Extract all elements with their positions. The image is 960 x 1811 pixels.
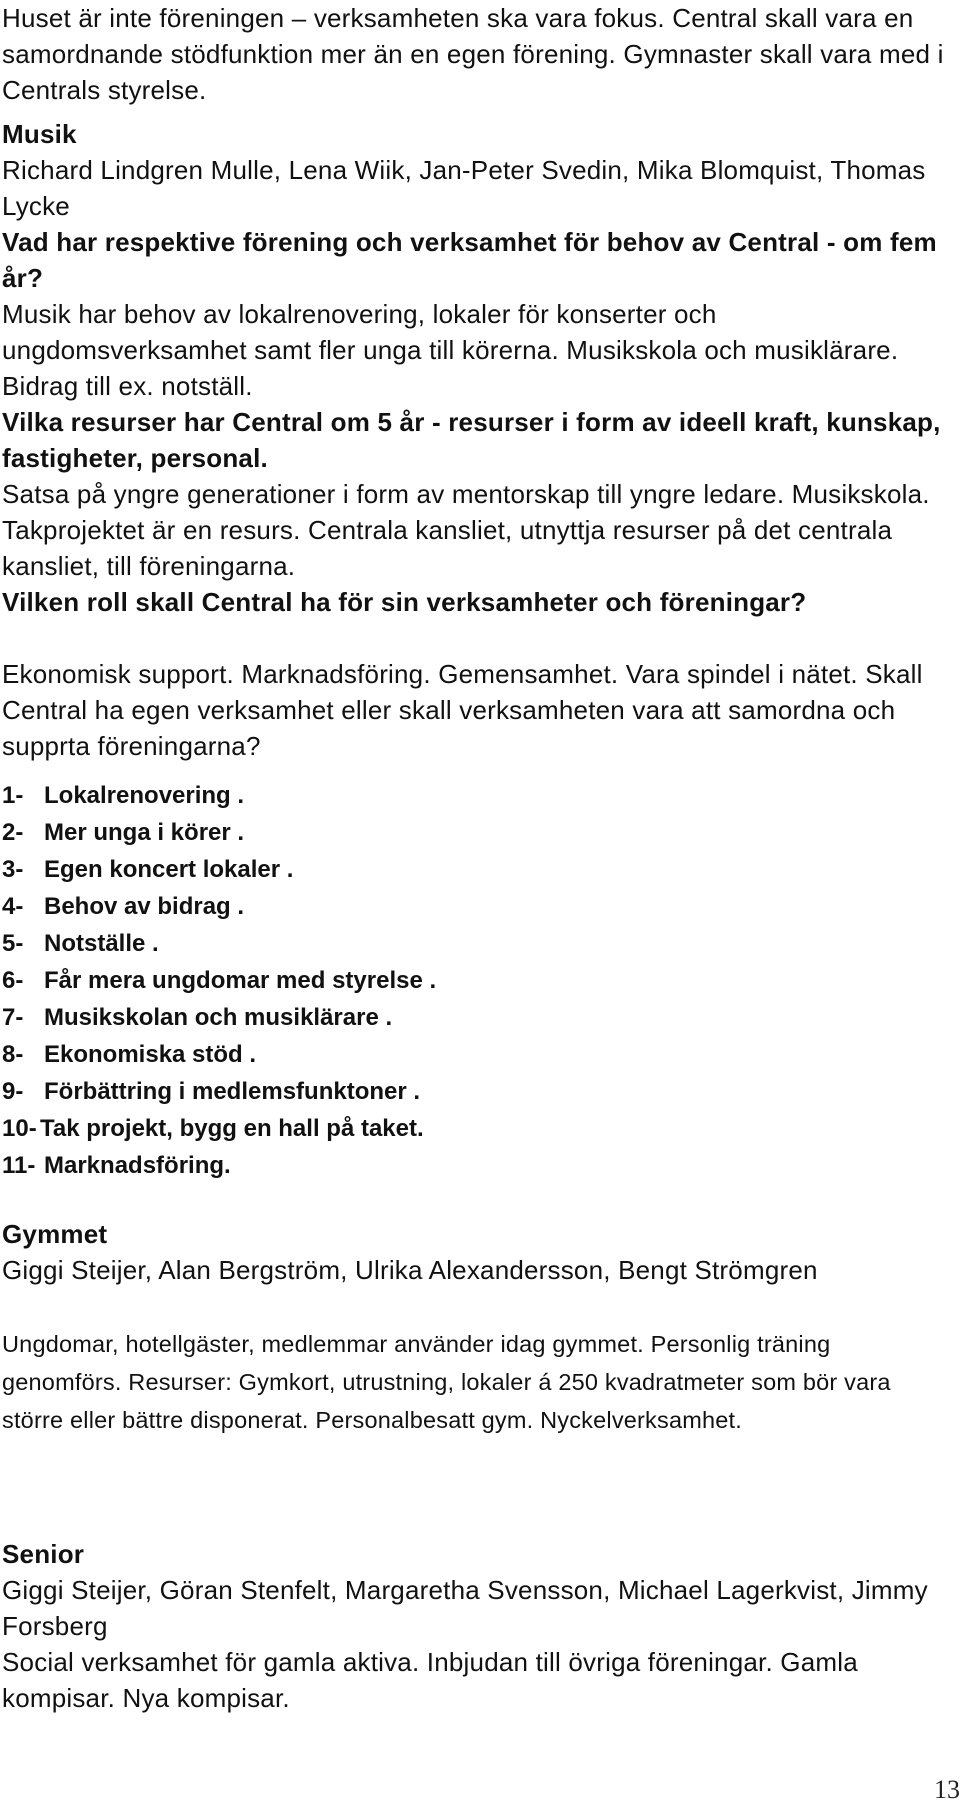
list-item-text: Egen koncert lokaler . (44, 856, 294, 883)
list-item (2, 1076, 902, 1108)
gymmet-heading: Gymmet (2, 1219, 108, 1249)
list-item-text: Förbättring i medlemsfunktoner . (44, 1078, 421, 1105)
senior-members: Giggi Steijer, Göran Stenfelt, Margaretha Svensson, Michael Lagerkvist, Jimmy Forsberg (2, 1575, 928, 1641)
list-item (2, 1002, 902, 1034)
page-number: 13 (934, 1775, 960, 1804)
musik-heading: Musik (2, 119, 77, 149)
list-item (2, 817, 902, 849)
gymmet-text: Ungdomar, hotellgäster, medlemmar använder idag gymmet. Personlig träning genomförs. Resurser: Gymkort, utrustning, lokaler á 250 kvadratmeter som bör vara större eller bättre disponerat. Personalbesatt gym. Nyckelverksamhet. (2, 1331, 891, 1433)
list-item (2, 780, 902, 812)
list-item-number: 7- (2, 1004, 24, 1031)
list-item-number: 9- (2, 1078, 24, 1105)
list-item-number: 11- (2, 1152, 36, 1179)
list-item-number: 2- (2, 819, 24, 846)
musik-members: Richard Lindgren Mulle, Lena Wiik, Jan-Peter Svedin, Mika Blomquist, Thomas Lycke (2, 155, 926, 221)
list-item-text: Får mera ungdomar med styrelse . (44, 967, 437, 994)
list-item-text: Mer unga i körer . (44, 819, 245, 846)
list-item-text: Lokalrenovering . (44, 782, 245, 809)
list-item-number: 6- (2, 967, 24, 994)
gymmet-members: Giggi Steijer, Alan Bergström, Ulrika Alexandersson, Bengt Strömgren (2, 1255, 818, 1285)
list-item (2, 854, 902, 886)
list-item-text: Ekonomiska stöd . (44, 1041, 257, 1068)
list-item-number: 5- (2, 930, 24, 957)
list-item (2, 1039, 902, 1071)
musik-answer-needs: Musik har behov av lokalrenovering, lokaler för konserter och ungdomsverksamhet samt fler unga till körerna. Musikskola och musiklärare. Bidrag till ex. notställ. (2, 299, 899, 401)
musik-answer-role: Ekonomisk support. Marknadsföring. Gemensamhet. Vara spindel i nätet. Skall Central ha egen verksamhet eller skall verksamheten vara att samordna och supprta föreningarna? (2, 659, 923, 761)
list-item-number: 4- (2, 893, 24, 920)
list-item-text: Tak projekt, bygg en hall på taket. (40, 1115, 424, 1142)
list-item-number: 10- (2, 1115, 37, 1142)
list-item (2, 1150, 902, 1182)
list-item-number: 8- (2, 1041, 24, 1068)
list-item-text: Musikskolan och musiklärare . (44, 1004, 393, 1031)
senior-heading: Senior (2, 1539, 85, 1569)
senior-text: Social verksamhet för gamla aktiva. Inbjudan till övriga föreningar. Gamla kompisar. Nya kompisar. (2, 1647, 858, 1713)
musik-answer-resources: Satsa på yngre generationer i form av mentorskap till yngre ledare. Musikskola. Takprojektet är en resurs. Centrala kansliet, utnyttja resurser på det centrala kansliet, till föreningarna. (2, 479, 930, 581)
musik-question-role: Vilken roll skall Central ha för sin verksamheter och föreningar? (2, 587, 807, 617)
list-item-text: Marknadsföring. (44, 1152, 231, 1179)
musik-question-needs: Vad har respektive förening och verksamhet för behov av Central - om fem år? (2, 227, 937, 293)
musik-question-resources: Vilka resurser har Central om 5 år - resurser i form av ideell kraft, kunskap, fastigheter, personal. (2, 407, 941, 473)
intro-paragraph: Huset är inte föreningen – verksamheten ska vara fokus. Central skall vara en samordnande stödfunktion mer än en egen förening. Gymnaster skall vara med i Centrals styrelse. (2, 3, 944, 105)
list-item (2, 965, 902, 997)
list-item (2, 1113, 902, 1145)
list-item-number: 3- (2, 856, 24, 883)
list-item-text: Notställe . (44, 930, 159, 957)
list-item (2, 891, 902, 923)
list-item-text: Behov av bidrag . (44, 893, 245, 920)
list-item (2, 928, 902, 960)
list-item-number: 1- (2, 782, 24, 809)
